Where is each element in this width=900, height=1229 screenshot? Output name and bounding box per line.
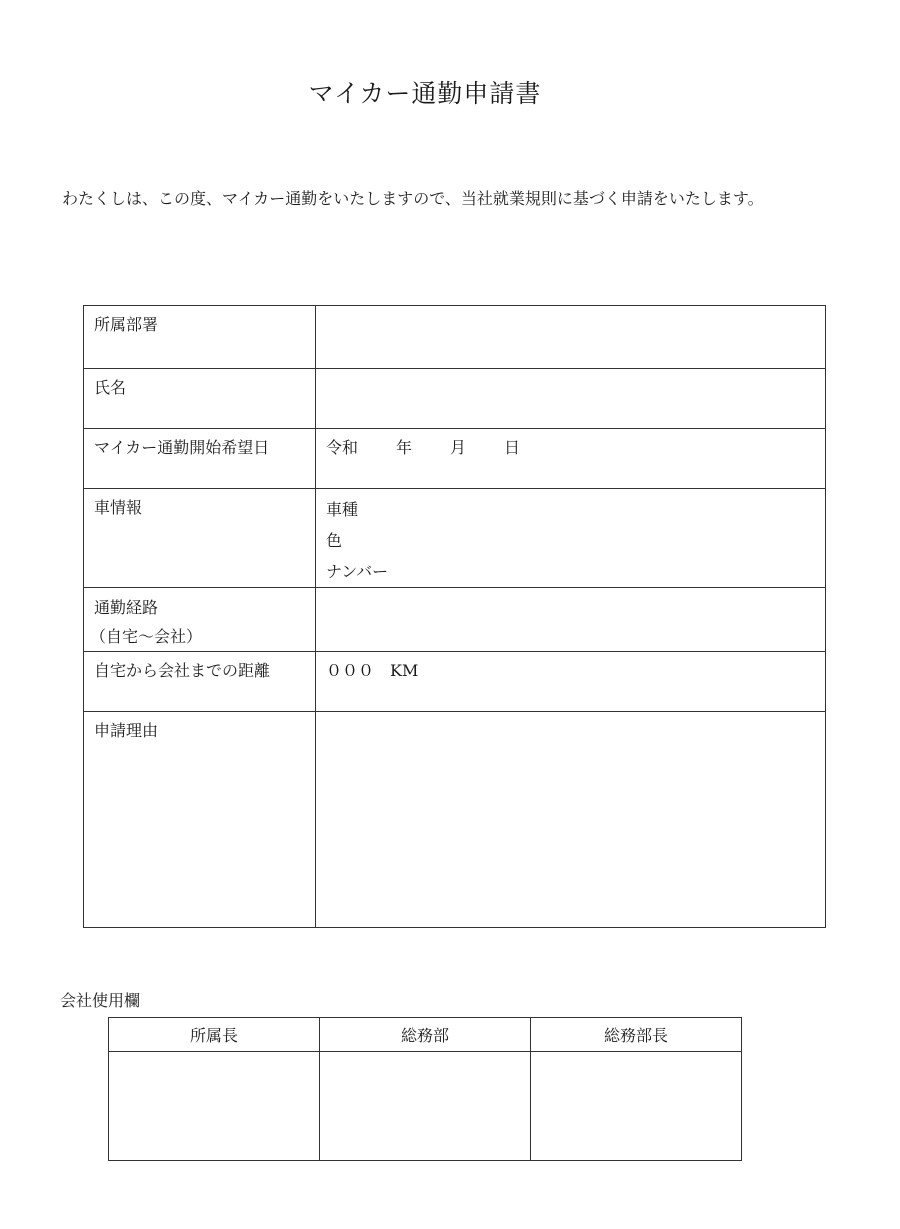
- form-row-name: [84, 369, 826, 429]
- car-color-label: 色: [326, 531, 343, 550]
- start-date-label: マイカー通勤開始希望日: [84, 429, 316, 489]
- stamp-header-general-affairs-head: 総務部長: [531, 1018, 742, 1052]
- company-use-table: [108, 1017, 742, 1161]
- intro-text: わたくしは、この度、マイカー通勤をいたしますので、当社就業規則に基づく申請をいたします。: [62, 189, 764, 208]
- form-row-reason: [84, 712, 826, 928]
- start-date-field[interactable]: [316, 429, 826, 489]
- stamp-box-general-affairs-head[interactable]: [531, 1052, 742, 1161]
- department-field[interactable]: [316, 306, 826, 369]
- date-month-unit: 月: [450, 438, 467, 457]
- form-row-start-date: [84, 429, 826, 489]
- stamp-box-general-affairs[interactable]: [320, 1052, 531, 1161]
- stamp-box-row: [109, 1052, 742, 1161]
- form-row-car-info: [84, 489, 826, 588]
- form-row-distance: [84, 652, 826, 712]
- distance-label: 自宅から会社までの距離: [84, 652, 316, 712]
- department-label: 所属部署: [84, 306, 316, 369]
- reason-label: 申請理由: [84, 712, 316, 928]
- route-field[interactable]: [316, 588, 826, 652]
- application-form-table: [83, 305, 826, 928]
- stamp-header-general-affairs: 総務部: [320, 1018, 531, 1052]
- stamp-header-row: [109, 1018, 742, 1052]
- stamp-box-manager[interactable]: [109, 1052, 320, 1161]
- form-row-route: [84, 588, 826, 652]
- car-info-label: 車情報: [84, 489, 316, 588]
- reason-field[interactable]: [316, 712, 826, 928]
- name-label: 氏名: [84, 369, 316, 429]
- distance-field[interactable]: ０００ KM: [316, 652, 826, 712]
- route-label: 通勤経路 （自宅～会社）: [84, 588, 316, 652]
- form-row-department: [84, 306, 826, 369]
- car-number-label: ナンバー: [326, 562, 389, 581]
- car-model-label: 車種: [326, 500, 359, 519]
- date-era: 令和: [326, 438, 359, 457]
- company-use-label: 会社使用欄: [60, 991, 141, 1010]
- page-title: マイカー通勤申請書: [308, 79, 542, 108]
- date-year-unit: 年: [396, 438, 413, 457]
- car-info-field[interactable]: [316, 489, 826, 588]
- stamp-header-manager: 所属長: [109, 1018, 320, 1052]
- name-field[interactable]: [316, 369, 826, 429]
- date-day-unit: 日: [504, 438, 521, 457]
